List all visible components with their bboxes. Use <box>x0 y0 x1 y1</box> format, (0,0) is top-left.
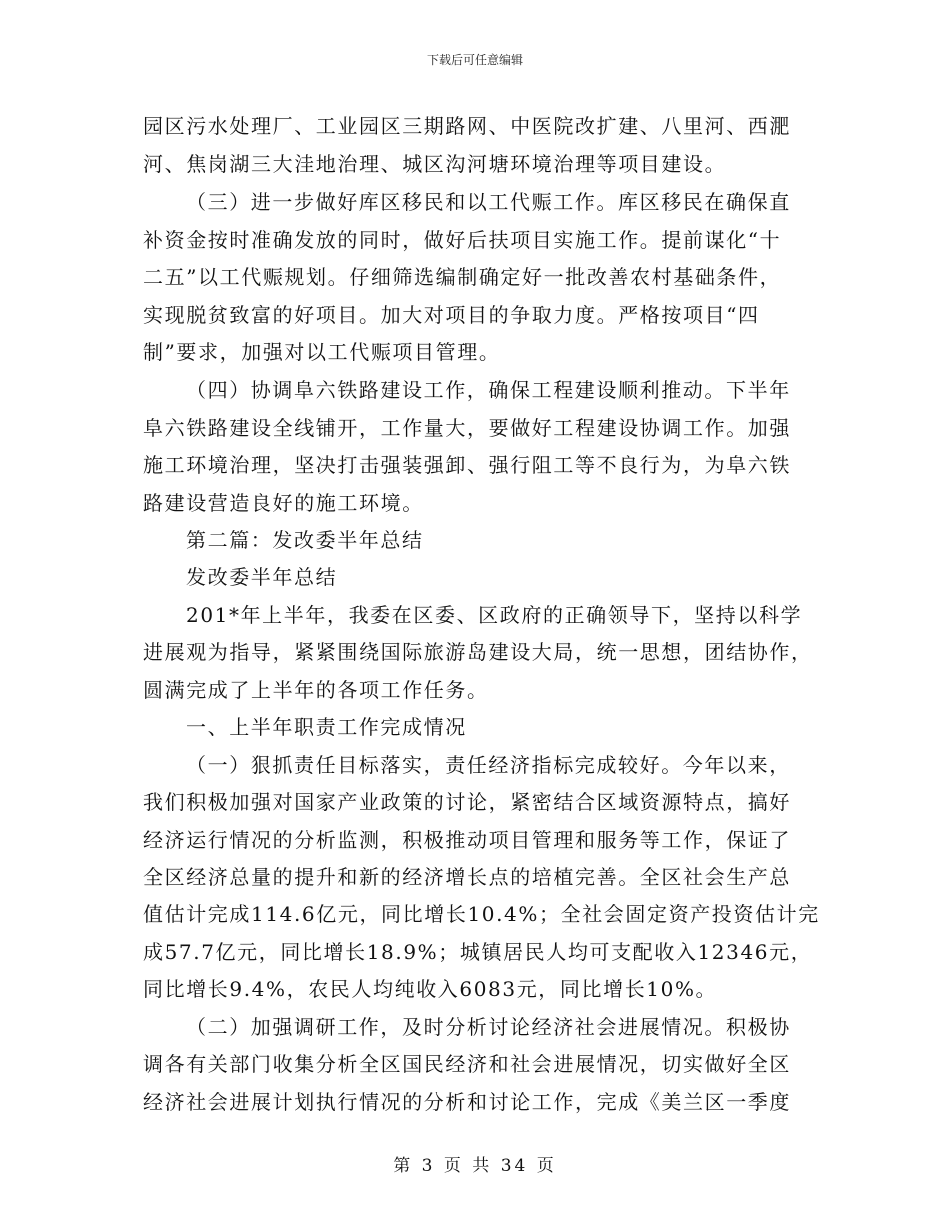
text-line: 河、焦岗湖三大洼地治理、城区沟河塘环境治理等项目建设。 <box>143 152 727 176</box>
paragraph-start-line: （三）进一步做好库区移民和以工代赈工作。库区移民在确保直 <box>186 190 791 214</box>
paragraph-start-line: （四）协调阜六铁路建设工作，确保工程建设顺利推动。下半年 <box>186 378 791 402</box>
text-line: 经济运行情况的分析监测，积极推动项目管理和服务等工作，保证了 <box>143 828 791 852</box>
text-line: 经济社会进展计划执行情况的分析和讨论工作，完成《美兰区一季度 <box>143 1090 791 1114</box>
page-header: 下载后可任意编辑 <box>426 53 523 67</box>
paragraph-start-line: 201*年上半年，我委在区委、区政府的正确领导下，坚持以科学 <box>186 603 803 627</box>
paragraph-start-line: （一）狠抓责任目标落实，责任经济指标完成较好。今年以来， <box>186 753 791 777</box>
document-title: 发改委半年总结 <box>186 565 338 589</box>
text-line: 全区经济总量的提升和新的经济增长点的培植完善。全区社会生产总 <box>143 865 791 889</box>
text-line: 施工环境治理，坚决打击强装强卸、强行阻工等不良行为，为阜六铁 <box>143 453 791 477</box>
text-line: 同比增长9.4%，农民人均纯收入6083元，同比增长10%。 <box>143 977 718 1001</box>
section-heading: 一、上半年职责工作完成情况 <box>186 715 467 739</box>
text-line: 进展观为指导，紧紧围绕国际旅游岛建设大局，统一思想，团结协作， <box>143 640 813 664</box>
text-line: 实现脱贫致富的好项目。加大对项目的争取力度。严格按项目“四 <box>143 303 760 327</box>
text-line: 成57.7亿元，同比增长18.9%；城镇居民人均可支配收入12346元， <box>143 940 813 964</box>
text-line: 调各有关部门收集分析全区国民经济和社会进展情况，切实做好全区 <box>143 1052 791 1076</box>
text-line: 制”要求，加强对以工代赈项目管理。 <box>143 340 501 364</box>
text-line: 值估计完成114.6亿元，同比增长10.4%；全社会固定资产投资估计完 <box>143 902 820 926</box>
text-line: 园区污水处理厂、工业园区三期路网、中医院改扩建、八里河、西淝 <box>143 114 791 138</box>
text-line: 我们积极加强对国家产业政策的讨论，紧密结合区域资源特点，搞好 <box>143 790 791 814</box>
paragraph-start-line: （二）加强调研工作，及时分析讨论经济社会进展情况。积极协 <box>186 1015 791 1039</box>
text-line: 二五”以工代赈规划。仔细筛选编制确定好一批改善农村基础条件， <box>143 265 782 289</box>
section-heading: 第二篇：发改委半年总结 <box>186 528 424 552</box>
text-line: 圆满完成了上半年的各项工作任务。 <box>143 678 489 702</box>
page-number-footer: 第 3 页 共 34 页 <box>393 1156 557 1176</box>
text-line: 阜六铁路建设全线铺开，工作量大，要做好工程建设协调工作。加强 <box>143 416 791 440</box>
text-line: 补资金按时准确发放的同时，做好后扶项目实施工作。提前谋化“十 <box>143 228 782 252</box>
text-line: 路建设营造良好的施工环境。 <box>143 491 424 515</box>
